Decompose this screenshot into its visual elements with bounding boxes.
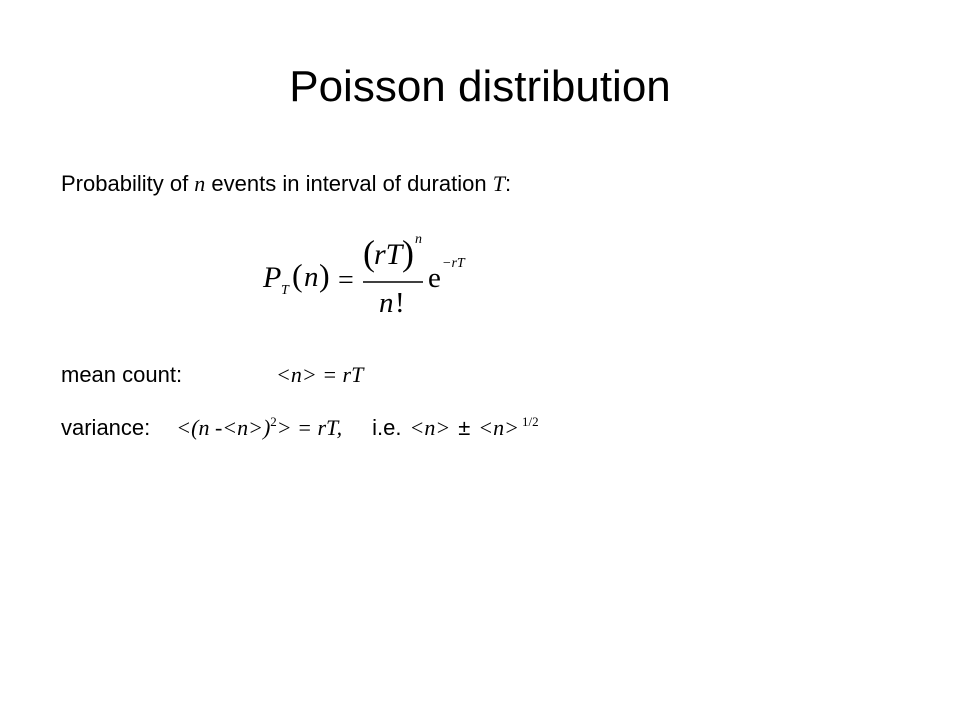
poisson-formula bbox=[255, 222, 495, 322]
formula-num-open-paren: ( bbox=[363, 233, 375, 273]
page-title: Poisson distribution bbox=[289, 62, 671, 111]
formula-den-n: n bbox=[379, 287, 394, 319]
formula-lhs-close-paren: ) bbox=[319, 257, 330, 293]
variance-expr-c: <n> bbox=[409, 415, 451, 440]
intro-line bbox=[61, 171, 511, 197]
intro-var-n: n bbox=[194, 171, 206, 196]
formula-num-close-paren: ) bbox=[402, 233, 414, 273]
formula-exp-base: e bbox=[428, 262, 441, 294]
variance-label: variance: bbox=[61, 415, 151, 440]
formula-den-factorial: ! bbox=[395, 287, 405, 319]
formula-equals: = bbox=[338, 265, 354, 296]
formula-P-subscript: T bbox=[281, 283, 289, 298]
variance-sup-half: 1/2 bbox=[522, 414, 539, 429]
variance-expr-a: <(n -<n>) bbox=[176, 415, 271, 440]
variance-pm: ± bbox=[458, 415, 471, 440]
variance-line bbox=[61, 415, 539, 441]
variance-expr-d: <n> bbox=[478, 415, 519, 440]
formula-num-rT: rT bbox=[374, 238, 403, 271]
intro-middle: events in interval of duration bbox=[205, 171, 493, 196]
mean-expr: <n> = rT bbox=[276, 362, 364, 387]
mean-line bbox=[61, 362, 363, 388]
variance-expr-b: > = rT, bbox=[276, 415, 343, 440]
intro-prefix: Probability of bbox=[61, 171, 195, 196]
mean-label: mean count: bbox=[61, 362, 183, 387]
variance-sup-2: 2 bbox=[270, 414, 277, 429]
formula-num-exponent: n bbox=[415, 232, 422, 247]
formula-lhs-n: n bbox=[304, 261, 319, 293]
formula-exp-power: −rT bbox=[442, 256, 465, 271]
formula-P: P bbox=[263, 261, 282, 294]
variance-ie: i.e. bbox=[372, 415, 402, 440]
intro-suffix: : bbox=[504, 171, 512, 196]
formula-lhs-open-paren: ( bbox=[292, 257, 303, 293]
intro-var-T: T bbox=[492, 171, 505, 196]
